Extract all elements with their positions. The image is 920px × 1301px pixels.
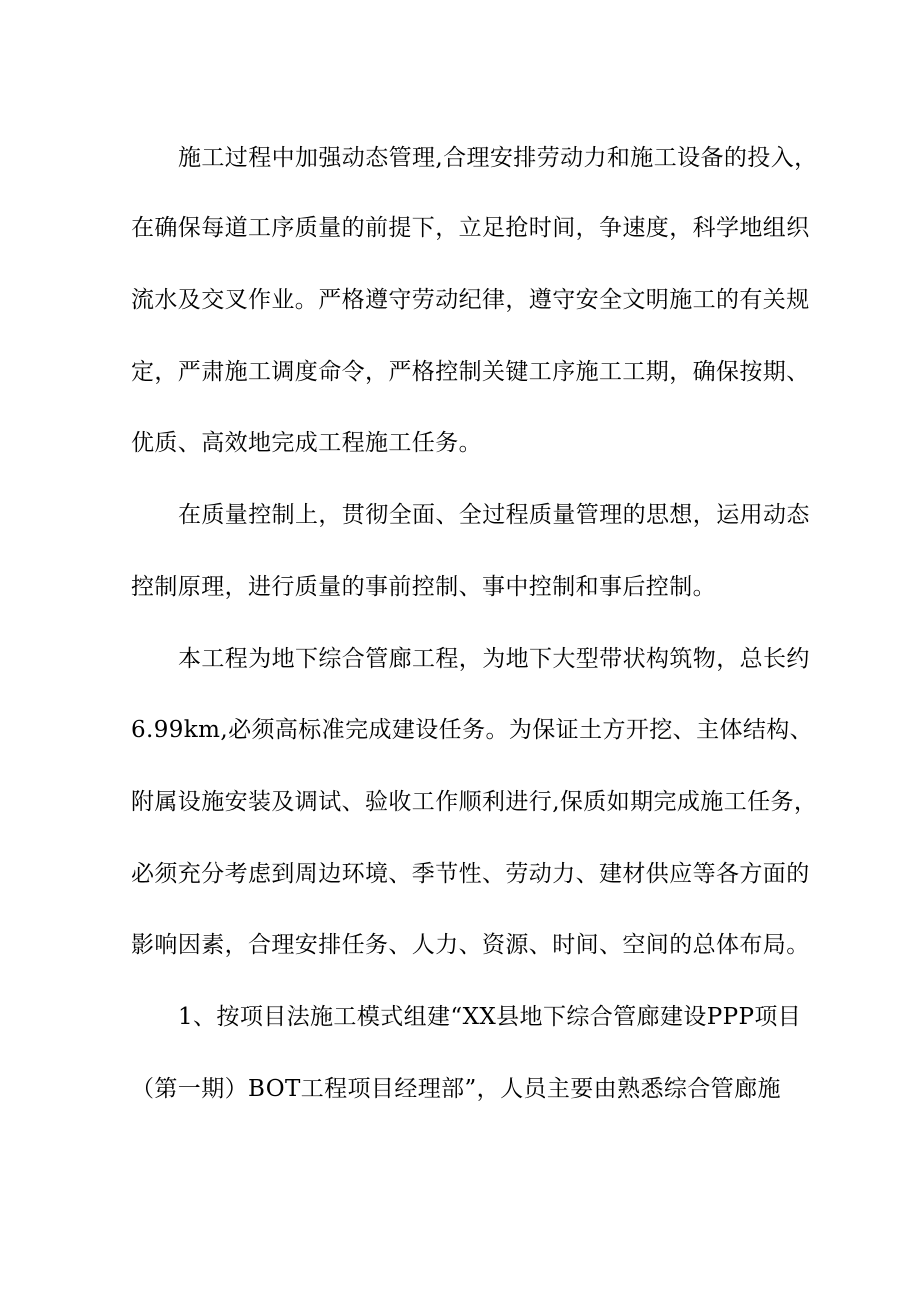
paragraph-1-line-3: 流水及交叉作业。严格遵守劳动纪律，遵守安全文明施工的有关规 xyxy=(131,287,810,313)
paragraph-3-line-4: 必须充分考虑到周边环境、季节性、劳动力、建材供应等各方面的 xyxy=(131,861,810,887)
paragraph-3-line-1: 本工程为地下综合管廊工程，为地下大型带状构筑物，总长约 xyxy=(178,646,810,672)
paragraph-2-line-2: 控制原理，进行质量的事前控制、事中控制和事后控制。 xyxy=(131,574,716,600)
paragraph-1-line-5: 优质、高效地完成工程施工任务。 xyxy=(131,430,482,456)
paragraph-3-line-3: 附属设施安装及调试、验收工作顺利进行,保质如期完成施工任务， xyxy=(131,789,818,815)
paragraph-1-line-4: 定，严肃施工调度命令，严格控制关键工序施工工期，确保按期、 xyxy=(131,359,810,385)
paragraph-3-line-2: 6.99km,必须高标准完成建设任务。为保证土方开挖、主体结构、 xyxy=(131,717,814,743)
paragraph-1-line-1: 施工过程中加强动态管理,合理安排劳动力和施工设备的投入， xyxy=(178,145,818,171)
paragraph-3-line-5: 影响因素，合理安排任务、人力、资源、时间、空间的总体布局。 xyxy=(131,932,810,958)
paragraph-2-line-1: 在质量控制上，贯彻全面、全过程质量管理的思想，运用动态 xyxy=(178,502,810,528)
paragraph-4-line-2: （第一期）BOT工程项目经理部”，人员主要由熟悉综合管廊施 xyxy=(131,1076,781,1102)
paragraph-4-line-1: 1、按项目法施工模式组建“XX县地下综合管廊建设PPP项目 xyxy=(178,1004,802,1030)
paragraph-1-line-2: 在确保每道工序质量的前提下，立足抢时间，争速度，科学地组织 xyxy=(131,215,810,241)
